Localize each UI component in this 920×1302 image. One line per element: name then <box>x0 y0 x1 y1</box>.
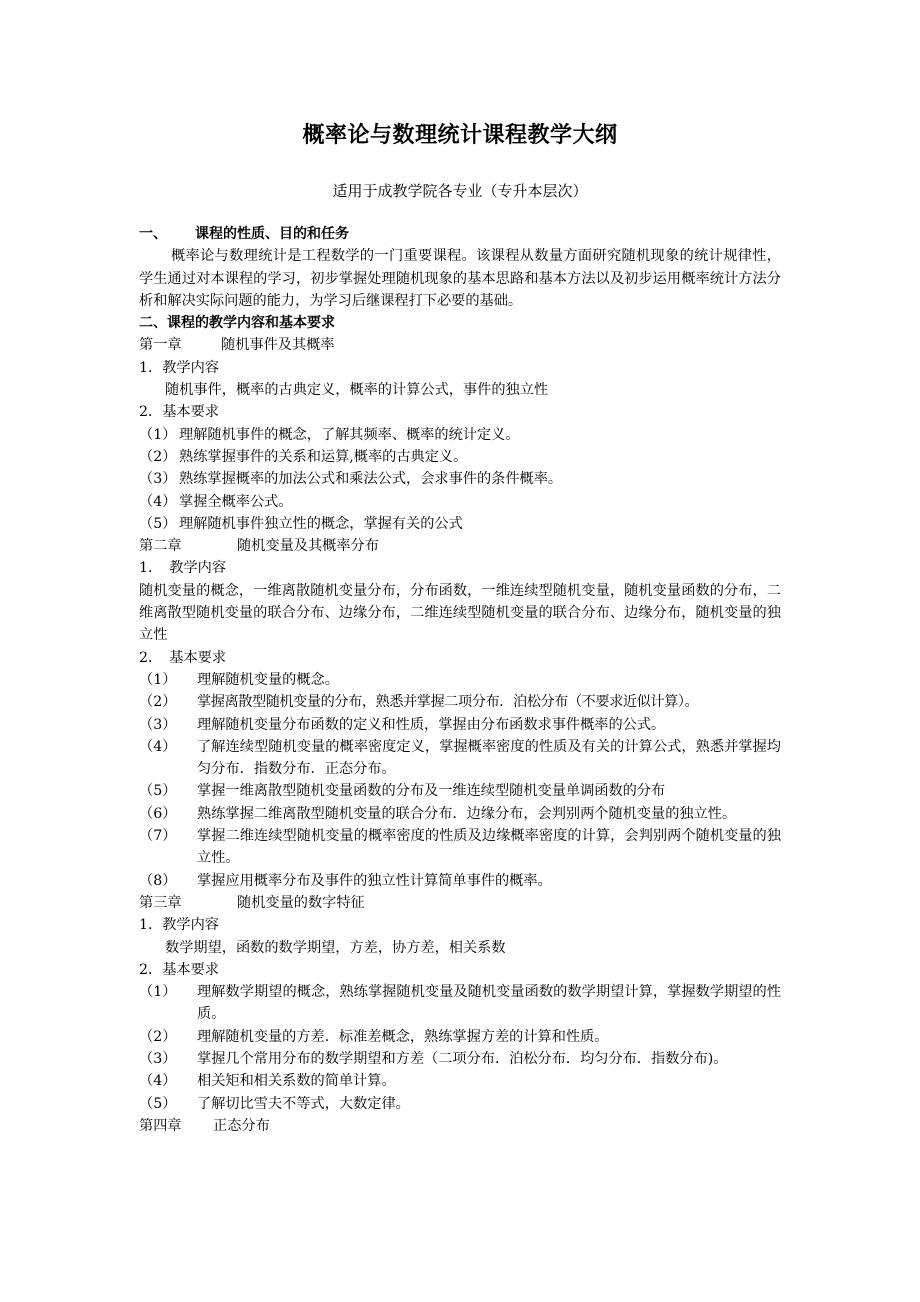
list-item: （2） 熟练掌握事件的关系和运算,概率的古典定义。 <box>139 448 468 465</box>
chapter-2-heading <box>139 535 781 557</box>
chapter-4-title: 正态分布 <box>213 1117 270 1134</box>
list-item: （2） 理解随机变量的方差．标准差概念，熟练掌握方差的计算和性质。 <box>139 1028 609 1045</box>
chapter-3-content: 数学期望，函数的数学期望，方差，协方差，相关系数 <box>165 939 506 956</box>
list-item: （8） 掌握应用概率分布及事件的独立性计算简单事件的概率。 <box>139 872 552 889</box>
list-item: （5） 理解随机事件独立性的概念，掌握有关的公式 <box>139 515 463 532</box>
chapter-1-req-label: 2．基本要求 <box>139 404 219 421</box>
chapter-2-req-list <box>139 669 781 892</box>
chapter-1-content-label: 1．教学内容 <box>139 359 219 376</box>
list-item: （4） 相关矩和相关系数的简单计算。 <box>139 1073 396 1090</box>
list-item: （2） 掌握离散型随机变量的分布，熟悉并掌握二项分布．泊松分布（不要求近似计算）。 <box>139 694 699 711</box>
section-2-heading: 二、课程的教学内容和基本要求 <box>139 315 335 332</box>
chapter-2-content: 随机变量的概念，一维离散随机变量分布，分布函数，一维连续型随机变量，随机变量函数的分布，二维离散型随机变量的联合分布、边缘分布，二维连续型随机变量的联合分布、边缘分布，随机变量的独立性 <box>139 582 781 644</box>
chapter-4-heading <box>139 1115 781 1137</box>
chapter-3-label: 第三章 <box>139 894 182 911</box>
list-item: （3） 掌握几个常用分布的数学期望和方差（二项分布．泊松分布．均匀分布．指数分布)。 <box>139 1050 728 1067</box>
chapter-4-label: 第四章 <box>139 1117 182 1134</box>
page-subtitle: 适用于成教学院各专业（专升本层次） <box>332 182 588 200</box>
list-item: （7） 掌握二维连续型随机变量的概率密度的性质及边缘概率密度的计算，会判别两个随机变量的独立性。 <box>139 828 781 867</box>
chapter-1-req-list <box>139 424 781 535</box>
section-1-number: 一、 <box>139 226 167 242</box>
chapter-2-title: 随机变量及其概率分布 <box>237 538 379 555</box>
section-1-title: 课程的性质、目的和任务 <box>195 226 349 242</box>
list-item: （3） 理解随机变量分布函数的定义和性质，掌握由分布函数求事件概率的公式。 <box>139 716 666 733</box>
list-item: （3） 熟练掌握概率的加法公式和乘法公式，会求事件的条件概率。 <box>139 471 563 488</box>
chapter-1-heading <box>139 334 781 356</box>
chapter-3-title: 随机变量的数字特征 <box>237 894 365 911</box>
page-title: 概率论与数理统计课程教学大纲 <box>302 123 618 148</box>
list-item: （1） 理解数学期望的概念，熟练掌握随机变量及随机变量函数的数学期望计算，掌握数学期望的性质。 <box>139 984 781 1023</box>
chapter-2-req-label: 2． 基本要求 <box>139 649 227 666</box>
chapter-3-req-list <box>139 981 781 1115</box>
section-1-heading <box>139 223 781 245</box>
chapter-1-label: 第一章 <box>139 337 182 354</box>
chapter-3-req-label: 2．基本要求 <box>139 961 219 978</box>
list-item: （4） 了解连续型随机变量的概率密度定义，掌握概率密度的性质及有关的计算公式，熟悉并掌握均匀分布．指数分布．正态分布。 <box>139 738 781 778</box>
chapter-1-content: 随机事件，概率的古典定义，概率的计算公式，事件的独立性 <box>165 382 549 399</box>
list-item: （4） 掌握全概率公式。 <box>139 493 293 510</box>
chapter-2-label: 第二章 <box>139 538 182 555</box>
chapter-3-content-label: 1．教学内容 <box>139 917 219 934</box>
list-item: （1） 理解随机事件的概念，了解其频率、概率的统计定义。 <box>139 426 520 443</box>
section-1-paragraph: 概率论与数理统计是工程数学的一门重要课程。该课程从数量方面研究随机现象的统计规律性，学生通过对本课程的学习，初步掌握处理随机现象的基本思路和基本方法以及初步运用概率统计方法分析和解决实际问题的能力，为学习后继课程打下必要的基础。 <box>139 248 781 309</box>
chapter-2-content-label: 1． 教学内容 <box>139 560 227 577</box>
chapter-1-title: 随机事件及其概率 <box>221 337 335 354</box>
list-item: （6） 熟练掌握二维离散型随机变量的联合分布．边缘分布，会判别两个随机变量的独立性。 <box>139 805 737 822</box>
list-item: （5） 掌握一维离散型随机变量函数的分布及一维连续型随机变量单调函数的分布 <box>139 783 666 800</box>
document-body <box>139 223 781 1137</box>
list-item: （5） 了解切比雪夫不等式，大数定律。 <box>139 1095 410 1112</box>
chapter-3-heading <box>139 892 781 914</box>
list-item: （1） 理解随机变量的概念。 <box>139 671 339 688</box>
